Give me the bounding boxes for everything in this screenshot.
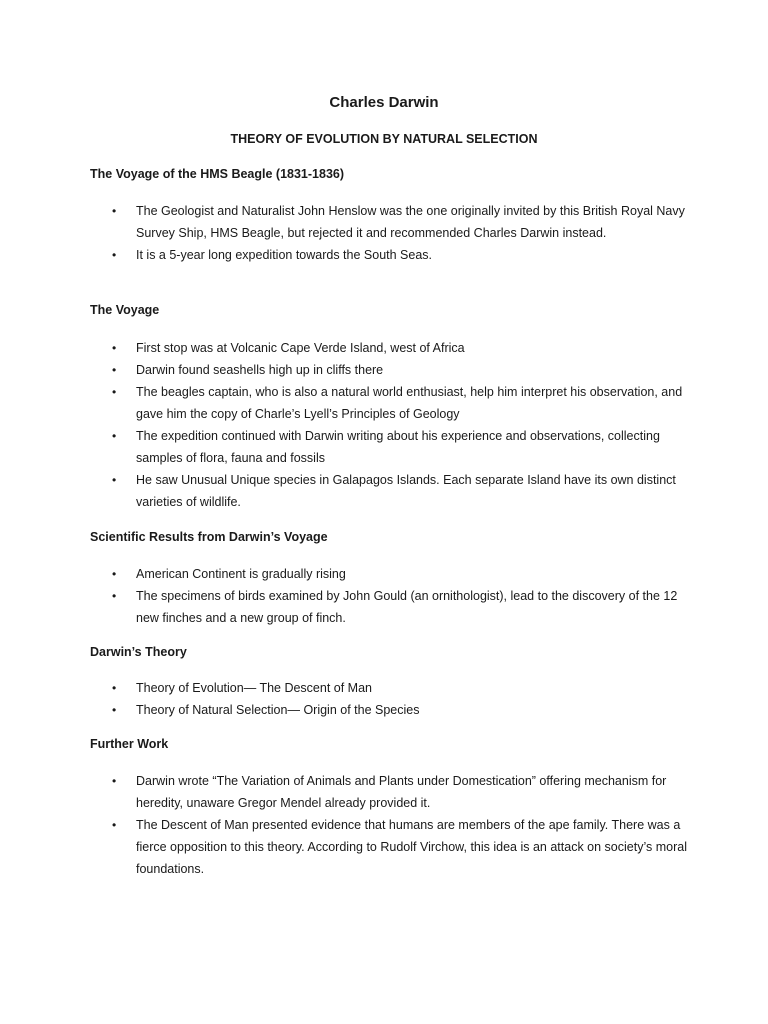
list-item-text: The Descent of Man presented evidence that humans are members of the ape family. There was a fierce opposition to this theory. According to Rudolf Virchow, this idea is an attack on society’s moral foundations. (136, 818, 687, 876)
bullet-icon: • (112, 703, 117, 717)
list-item (90, 585, 690, 629)
list-item (90, 200, 690, 244)
list-item-text: Darwin wrote “The Variation of Animals and Plants under Domestication” offering mechanism for heredity, unaware Gregor Mendel already provided it. (136, 774, 667, 810)
section-list-voyage (90, 337, 690, 513)
list-item-text: Theory of Evolution— The Descent of Man (136, 681, 372, 695)
bullet-icon: • (112, 681, 117, 695)
section-heading-scientific-results: Scientific Results from Darwin’s Voyage (90, 530, 328, 544)
section-heading-darwins-theory: Darwin’s Theory (90, 645, 187, 659)
list-item (90, 244, 690, 266)
list-item-text: First stop was at Volcanic Cape Verde Island, west of Africa (136, 341, 465, 355)
document-subtitle: THEORY OF EVOLUTION BY NATURAL SELECTION (230, 132, 538, 146)
bullet-icon: • (112, 429, 117, 443)
list-item-text: The Geologist and Naturalist John Henslow was the one originally invited by this British Royal Navy Survey Ship, HMS Beagle, but rejected it and recommended Charles Darwin instead. (136, 204, 685, 240)
section-list-further-work (90, 770, 690, 880)
section-list-voyage-beagle (90, 200, 690, 266)
bullet-icon: • (112, 818, 117, 832)
list-item (90, 677, 690, 699)
list-item (90, 381, 690, 425)
list-item (90, 699, 690, 721)
document-title: Charles Darwin (329, 94, 439, 111)
list-item (90, 814, 690, 880)
list-item-text: The beagles captain, who is also a natural world enthusiast, help him interpret his observation, and gave him the copy of Charle’s Lyell’s Principles of Geology (136, 385, 683, 421)
bullet-icon: • (112, 774, 117, 788)
list-item-text: The specimens of birds examined by John Gould (an ornithologist), lead to the discovery of the 12 new finches and a new group of finch. (136, 589, 678, 625)
bullet-icon: • (112, 363, 117, 377)
list-item (90, 770, 690, 814)
bullet-icon: • (112, 341, 117, 355)
list-item-text: He saw Unusual Unique species in Galapagos Islands. Each separate Island have its own distinct varieties of wildlife. (136, 473, 676, 509)
list-item-text: The expedition continued with Darwin writing about his experience and observations, collecting samples of flora, fauna and fossils (136, 429, 660, 465)
section-heading-further-work: Further Work (90, 737, 169, 751)
list-item-text: It is a 5-year long expedition towards the South Seas. (136, 248, 433, 262)
section-heading-voyage-beagle: The Voyage of the HMS Beagle (1831-1836) (90, 167, 345, 181)
section-heading-voyage: The Voyage (90, 303, 160, 317)
bullet-icon: • (112, 567, 117, 581)
list-item-text: American Continent is gradually rising (136, 567, 346, 581)
list-item (90, 425, 690, 469)
list-item-text: Theory of Natural Selection— Origin of the Species (136, 703, 420, 717)
section-list-darwins-theory (90, 677, 690, 721)
list-item (90, 359, 690, 381)
bullet-icon: • (112, 589, 117, 603)
bullet-icon: • (112, 385, 117, 399)
bullet-icon: • (112, 204, 117, 218)
list-item (90, 337, 690, 359)
bullet-icon: • (112, 473, 117, 487)
section-list-scientific-results (90, 563, 690, 629)
list-item-text: Darwin found seashells high up in cliffs there (136, 363, 384, 377)
bullet-icon: • (112, 248, 117, 262)
list-item (90, 469, 690, 513)
list-item (90, 563, 690, 585)
